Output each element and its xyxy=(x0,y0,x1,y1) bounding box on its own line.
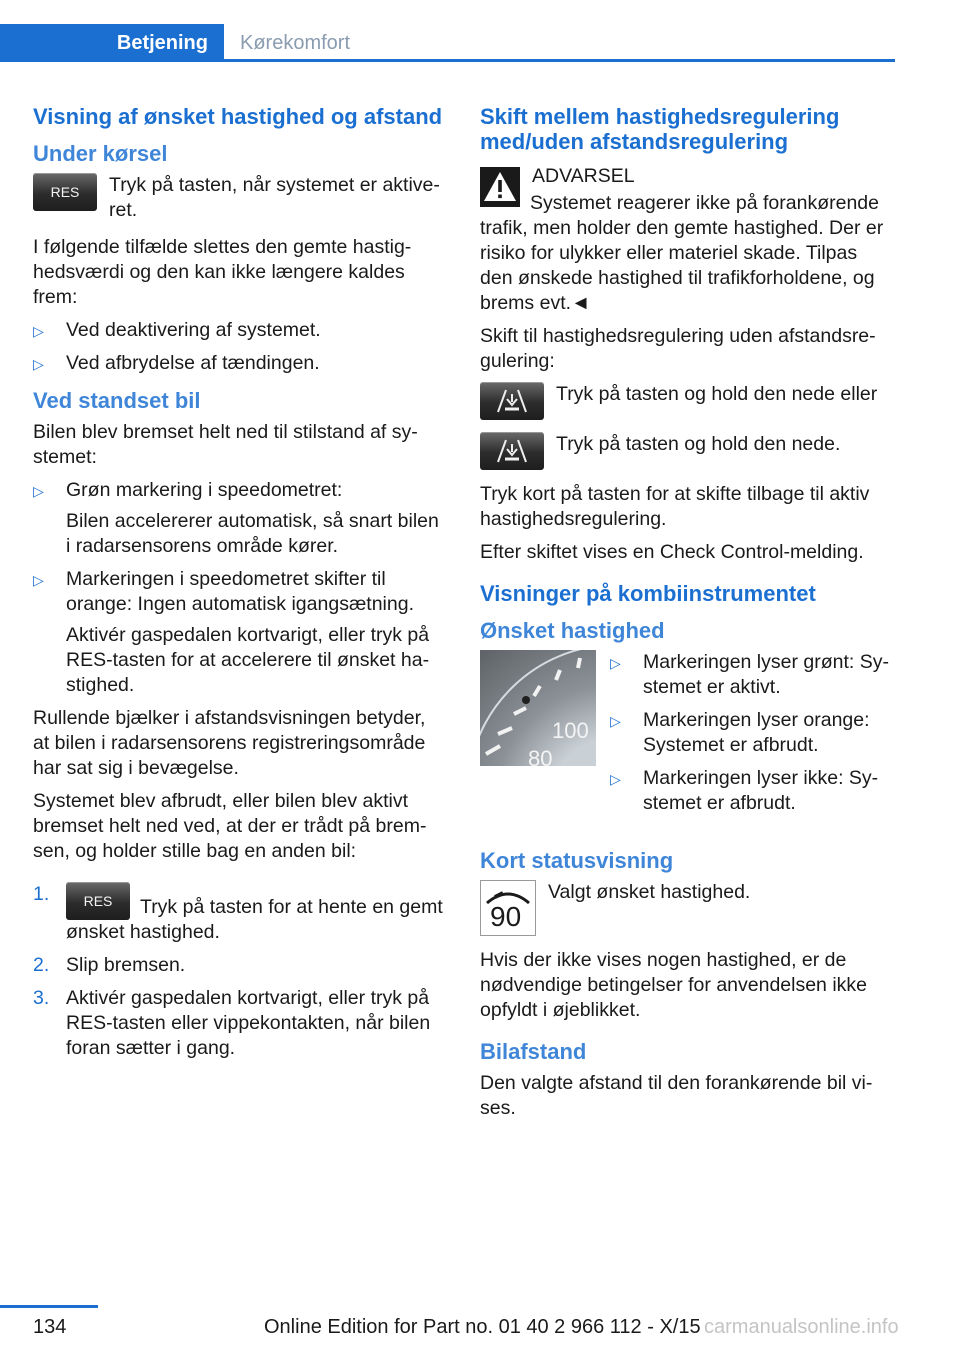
distance-button-icon xyxy=(480,432,544,470)
left-column xyxy=(33,104,447,1069)
tab-betjening[interactable]: Betjening xyxy=(0,24,224,62)
subheading-bilafstand: Bilafstand xyxy=(480,1039,587,1064)
list-item: ▷ Ved deaktivering af systemet. xyxy=(33,318,447,343)
paragraph: Efter skiftet vises en Check Control-melding. xyxy=(480,541,864,563)
triangle-bullet-icon: ▷ xyxy=(610,655,621,671)
paragraph: I følgende tilfælde slettes den gemte hastighedsværdi og den kan ikke længere kaldes frem: xyxy=(33,236,412,308)
step-item: 2. Slip bremsen. xyxy=(33,954,186,976)
paragraph: Systemet blev afbrudt, eller bilen blev aktivt bremset helt ned ved, at der er trådt på bremsen, og holder stille bag en anden bil: xyxy=(33,790,427,862)
list-item: ▷ Markeringen lyser grønt: Systemet er aktivt. xyxy=(610,651,889,698)
status-text: Valgt ønsket hastighed. xyxy=(548,881,751,903)
key-text: Tryk på tasten og hold den nede eller xyxy=(556,383,878,405)
bullet-list xyxy=(33,478,447,698)
speed-bullet-list xyxy=(610,650,894,824)
tab-underline xyxy=(0,59,895,62)
edition-info: Online Edition for Part no. 01 40 2 966 112 - X/15 xyxy=(264,1316,701,1338)
paragraph: Tryk kort på tasten for at skifte tilbage til aktiv hastighedsregulering. xyxy=(480,483,870,530)
lane-key-instruction xyxy=(480,432,894,470)
subheading-kombiinstrumentet: Visninger på kombiinstrumentet xyxy=(480,581,816,606)
gauge-tick-80: 80 xyxy=(528,746,553,766)
list-item: ▷ Markeringen lyser orange: Systemet er afbrudt. xyxy=(610,709,870,756)
step-item: 1. RES Tryk på tasten for at hente en gemt ønsket hastighed. xyxy=(33,883,443,943)
triangle-bullet-icon: ▷ xyxy=(33,323,44,339)
warning-text: Systemet reagerer ikke på forankørende trafik, men holder den gemte hastighed. Der er risiko for ulykker eller materiel skade. Tilpas den ønskede hastighed til trafikforholdene, og brems evt.◄ xyxy=(480,192,884,314)
step-number: 3. xyxy=(33,987,50,1009)
list-item: ▷ Grøn markering i speedometret: Bilen accelererer automatisk, så snart bilen i radarsensorens område kører. xyxy=(33,479,439,557)
speed-status-icon xyxy=(480,880,536,936)
right-column xyxy=(480,104,894,1129)
warning-triangle-icon xyxy=(480,167,520,207)
triangle-bullet-icon: ▷ xyxy=(33,572,44,588)
step-number: 1. xyxy=(33,883,50,905)
warning-label: ADVARSEL xyxy=(532,165,635,187)
page-number: 134 xyxy=(33,1316,67,1338)
res-button-icon: RES xyxy=(66,882,130,920)
bullet-list xyxy=(33,318,447,376)
speedometer-image xyxy=(480,650,596,766)
paragraph: Rullende bjælker i afstandsvisningen betyder, at bilen i radarsensorens registreringsområde har sat sig i bevægelse. xyxy=(33,707,426,779)
footer-rule xyxy=(0,1305,98,1308)
triangle-bullet-icon: ▷ xyxy=(33,483,44,499)
step-number: 2. xyxy=(33,954,50,976)
gauge-tick-100: 100 xyxy=(552,718,589,743)
status-speed-value: 90 xyxy=(490,901,522,932)
speed-display-block xyxy=(480,650,894,830)
numbered-steps xyxy=(33,882,447,1061)
paragraph: Bilen blev bremset helt ned til stilstand af systemet: xyxy=(33,421,418,468)
distance-button-icon xyxy=(480,382,544,420)
res-key-instruction xyxy=(33,173,447,223)
subheading-under-korsel: Under kørsel xyxy=(33,141,168,166)
subheading-onsket-hastighed: Ønsket hastighed xyxy=(480,618,665,643)
section-title: Visning af ønsket hastighed og afstand xyxy=(33,104,443,129)
status-display-row xyxy=(480,880,894,936)
list-item: ▷ Markeringen lyser ikke: Systemet er afbrudt. xyxy=(610,767,879,814)
list-item: ▷ Ved afbrydelse af tændingen. xyxy=(33,351,447,376)
chapter-tabs xyxy=(0,24,895,62)
key-text: Tryk på tasten og hold den nede. xyxy=(556,433,841,455)
paragraph: Den valgte afstand til den forankørende bil vises. xyxy=(480,1072,873,1119)
subheading-ved-standset-bil: Ved standset bil xyxy=(33,388,201,413)
res-button-icon: RES xyxy=(33,173,97,211)
triangle-bullet-icon: ▷ xyxy=(610,713,621,729)
watermark: carmanualsonline.info xyxy=(704,1316,899,1338)
res-key-text: Tryk på tasten, når systemet er aktiveret. xyxy=(109,174,440,221)
lane-key-instruction xyxy=(480,382,894,420)
triangle-bullet-icon: ▷ xyxy=(33,356,44,372)
paragraph: Skift til hastighedsregulering uden afstandsregulering: xyxy=(480,325,876,372)
section-title: Skift mellem hastighedsregulering med/uden afstandsregulering xyxy=(480,104,840,154)
tab-korekomfort[interactable]: Kørekomfort xyxy=(240,31,351,54)
step-item: 3. Aktivér gaspedalen kortvarigt, eller tryk på RES-tasten eller vippekontakten, når bilen foran sætter i gang. xyxy=(33,987,431,1059)
paragraph: Hvis der ikke vises nogen hastighed, er de nødvendige betingelser for anvendelsen ikke opfyldt i øjeblikket. xyxy=(480,949,868,1021)
subheading-kort-statusvisning: Kort statusvisning xyxy=(480,848,674,873)
list-item: ▷ Markeringen i speedometret skifter til orange: Ingen automatisk igangsætning. Aktivér gaspedalen kortvarigt, eller tryk på RES-tasten for at accelerere til ønsket hastighed. xyxy=(33,568,430,696)
triangle-bullet-icon: ▷ xyxy=(610,771,621,787)
